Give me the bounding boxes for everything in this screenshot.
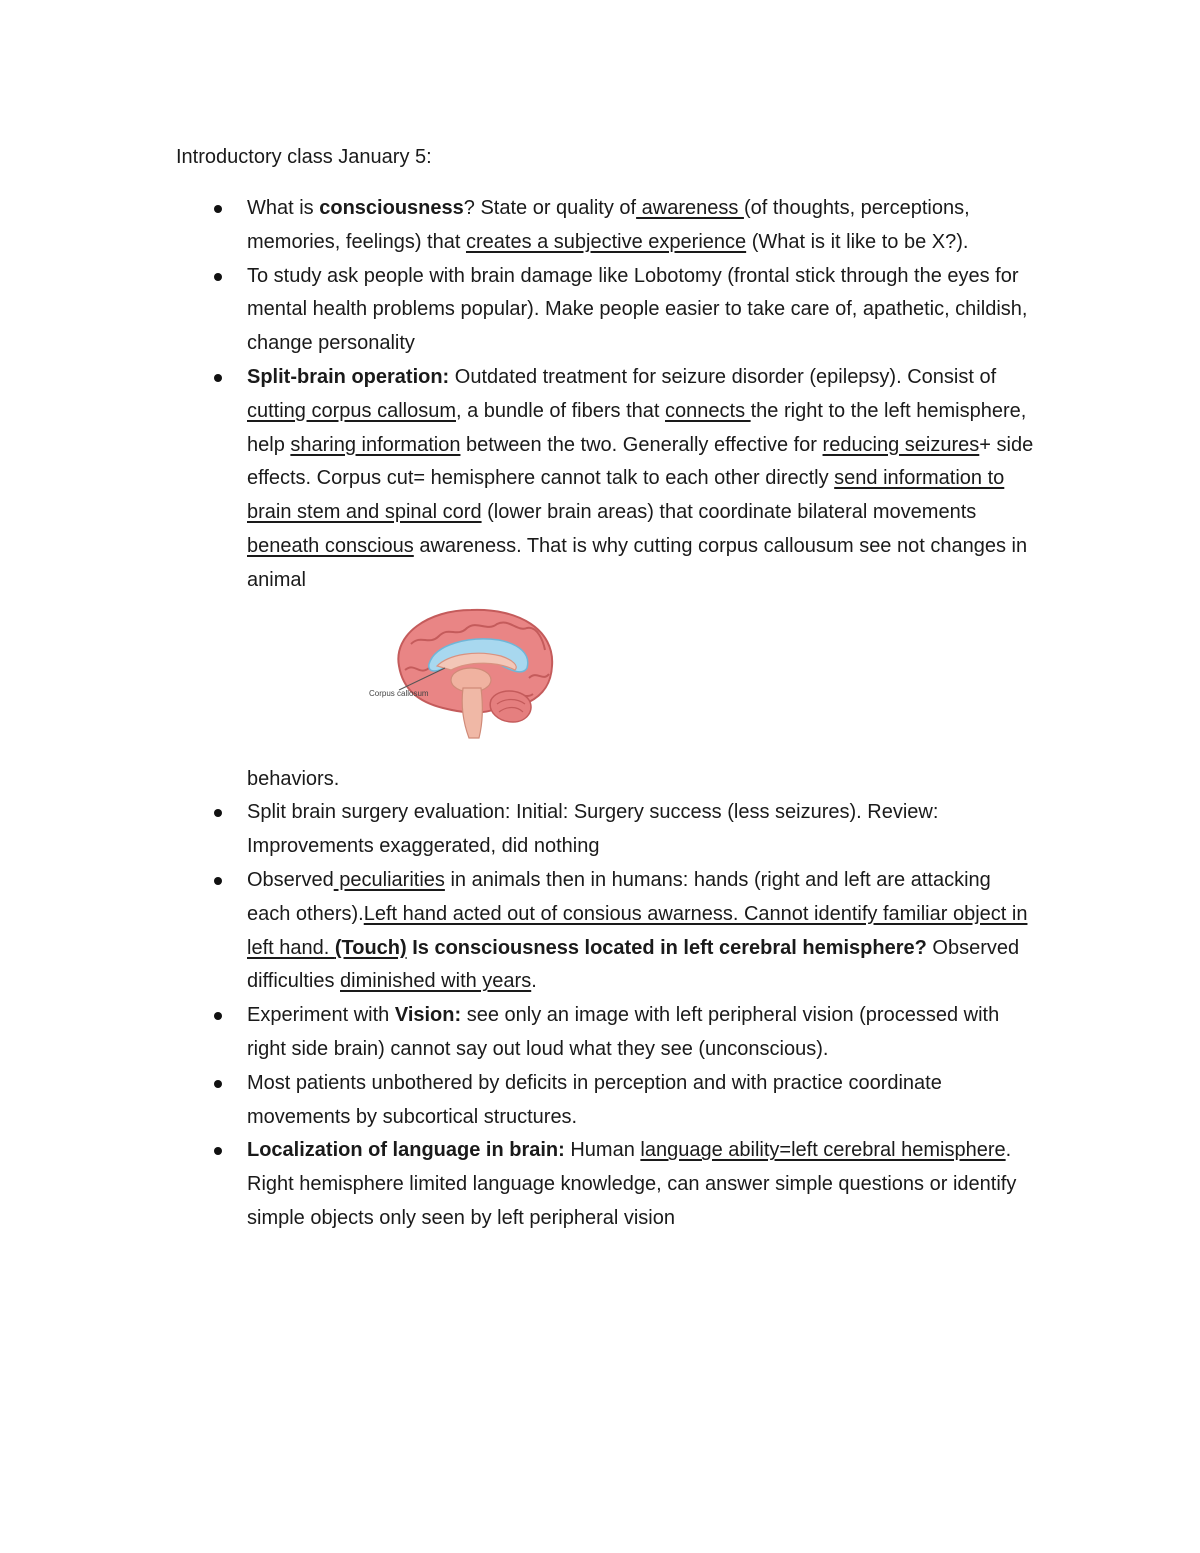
text-run: . Right hemisphere limited language knowledge, can answer simple questions or identify simple objects only seen by left peripheral vision [247,1139,1017,1229]
list-item [247,796,1037,864]
list-item [247,192,1037,260]
text-run: + side effects. Corpus cut= hemisphere cannot talk to each other directly [247,433,1034,490]
underlined-text: diminished with years [340,970,532,993]
text-run: Observed [247,868,334,891]
figure-label: Corpus callosum [369,688,429,698]
text-run: Outdated treatment for seizure disorder (epilepsy). Consist of [449,365,997,388]
text-run: . [531,970,537,993]
text-run: Human [564,1139,641,1162]
text-run: behaviors. [247,767,340,790]
list-item [247,260,1037,361]
text-run: awareness. That is why cutting corpus callousum see not changes in animal [247,534,1028,591]
text-run: ? State or quality of [463,197,637,219]
text-run: (of thoughts, perceptions, memories, feelings) that [247,197,970,253]
list-item [247,1067,1037,1135]
text-run: Experiment with [247,1004,395,1027]
term-consciousness: consciousness [319,197,464,219]
text-run: To study ask people with brain damage like Lobotomy (frontal stick through the eyes for mental health problems popular). Make people easier to take care of, apathetic, childish, change personality [247,264,1028,355]
term-language-localization: Localization of language in brain: [247,1139,565,1162]
bold-question: Is consciousness located in left cerebral hemisphere? [406,936,927,959]
term-split-brain: Split-brain operation: [247,365,450,388]
list-item [247,999,1037,1067]
text-run: the right to the left hemisphere, help [247,399,1027,456]
text-run: between the two. Generally effective for [460,433,823,456]
page-heading: Introductory class January 5: [176,146,432,168]
text-run: (What is it like to be X?). [746,230,969,253]
text-run: Split brain surgery evaluation: Initial: Surgery success (less seizures). Review: Improvements exaggerated, did nothing [247,801,939,858]
list-item [247,361,1037,796]
text-run: , a bundle of fibers that [455,399,666,422]
underlined-text: sharing information [290,433,461,456]
underlined-text: creates a subjective experience [465,230,747,253]
underlined-text: Left hand acted out of consious awarness. Cannot identify familiar object in left hand. [247,902,1028,959]
text-run: in animals then in humans: hands (right and left are attacking each others). [247,868,991,925]
underlined-text: language ability=left cerebral hemisphere [640,1139,1006,1162]
underlined-text: cutting corpus callosum [247,399,456,422]
brain-sagittal-illustration [359,604,589,744]
underlined-text: send information to brain stem and spinal cord [247,467,1005,524]
term-touch: (Touch) [334,936,407,959]
list-item [247,864,1037,999]
list-item [247,1134,1037,1235]
underlined-text: reducing seizures [822,433,980,456]
notes-list [247,192,1037,1236]
text-run: Most patients unbothered by deficits in perception and with practice coordinate movements by subcortical structures. [247,1071,942,1128]
text-run: (lower brain areas) that coordinate bilateral movements [481,501,977,524]
underlined-text: beneath conscious [247,534,414,557]
text-run: Observed difficulties [247,936,1020,993]
figure-container [247,598,1037,763]
underlined-text: peculiarities [333,868,445,891]
text-run: What is [247,197,320,219]
term-vision: Vision: [394,1004,462,1027]
underlined-text: connects [665,399,751,422]
text-run: see only an image with left peripheral vision (processed with right side brain) cannot say out loud what they see (unconscious). [247,1004,1000,1060]
underlined-text: awareness [636,197,744,219]
